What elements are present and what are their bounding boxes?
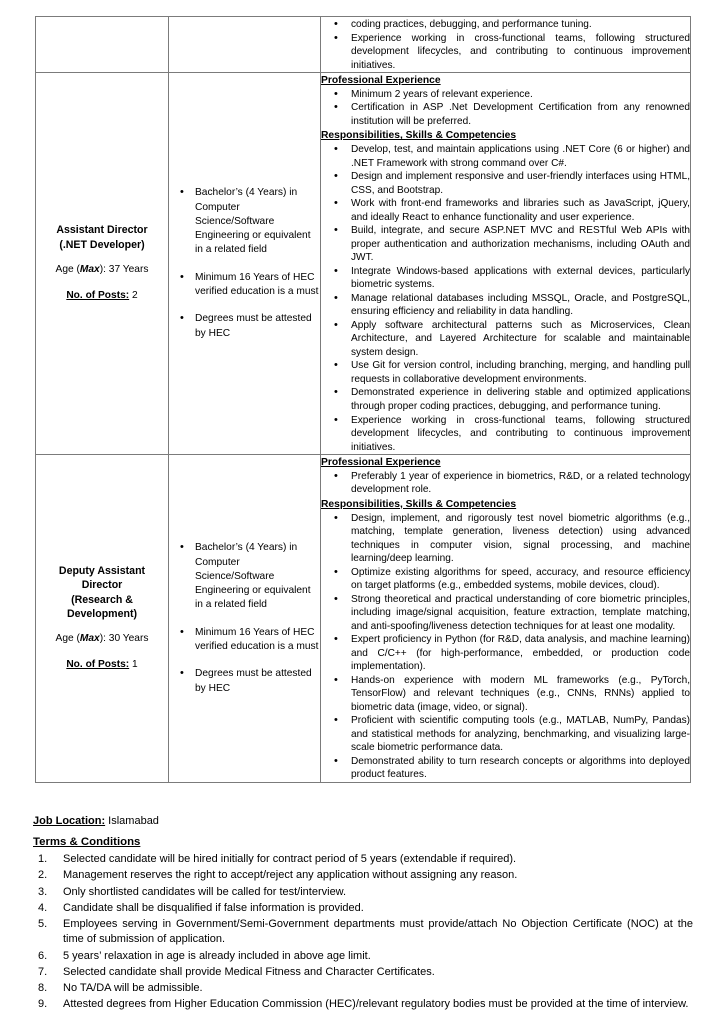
qualification-text: Degrees must be attested by HEC	[195, 668, 312, 694]
list-item	[351, 386, 690, 413]
list-item	[33, 965, 693, 981]
list-item	[33, 997, 693, 1013]
detail-bullet-list-responsibilities	[321, 512, 690, 782]
list-item	[351, 633, 690, 674]
term-text: Candidate shall be disqualified if false information is provided.	[63, 901, 364, 914]
age-prefix: Age (	[55, 633, 80, 645]
post-title-line4: Development)	[66, 608, 138, 621]
job-advertisement-table	[35, 16, 691, 783]
bullet-text: Apply software architectural patterns such as Microservices, Clean Architecture, and Layered Architecture for scalable and maintainable system design.	[351, 319, 690, 358]
qualification-text: Bachelor’s (4 Years) in Computer Science/Software Engineering or equivalent in a related field	[195, 187, 311, 256]
list-item	[33, 868, 693, 884]
list-item	[351, 292, 690, 319]
section-heading-professional-experience: Professional Experience	[321, 457, 441, 469]
detail-bullet-list	[321, 18, 690, 72]
footer-section	[33, 814, 693, 1013]
job-location-value: Islamabad	[108, 815, 159, 827]
job-location	[33, 814, 693, 829]
post-cell-empty	[36, 17, 169, 73]
table-row	[36, 17, 691, 73]
qualification-bullet-list	[169, 186, 320, 341]
post-title-line1: Deputy Assistant	[58, 565, 146, 578]
bullet-text: Demonstrated experience in delivering stable and optimized applications through proper coding practices, debugging, and performance tuning.	[351, 387, 690, 412]
post-title-line2: Director	[81, 579, 123, 592]
bullet-text: Certification in ASP .Net Development Certification from any renowned institution will be preferred.	[351, 102, 690, 127]
list-item	[351, 674, 690, 715]
qualification-cell-assistant-director	[169, 73, 321, 455]
terms-heading: Terms & Conditions	[33, 836, 141, 849]
bullet-text: Use Git for version control, including branching, merging, and handling pull requests in collaborative development environments.	[351, 360, 690, 385]
term-text: Employees serving in Government/Semi-Government departments must provide/attach No Objection Certificate (NOC) at the time of submission of application.	[63, 917, 693, 946]
bullet-text: Minimum 2 years of relevant experience.	[351, 88, 533, 100]
qualification-cell-deputy-assistant-director	[169, 455, 321, 783]
list-item	[33, 885, 693, 901]
list-item	[351, 101, 690, 128]
list-item	[351, 566, 690, 593]
bullet-text: Develop, test, and maintain applications using .NET Core (6 or higher) and .NET Framework with strong command over C#.	[351, 144, 690, 169]
bullet-text: Optimize existing algorithms for speed, accuracy, and resource efficiency on target platforms (e.g., embedded systems, mobile devices, cloud).	[351, 566, 690, 592]
post-number-of-posts	[36, 289, 168, 304]
term-text: Selected candidate shall provide Medical Fitness and Character Certificates.	[63, 965, 435, 978]
age-suffix: ): 37 Years	[99, 264, 149, 276]
list-item	[351, 414, 690, 455]
list-item	[351, 319, 690, 360]
detail-cell-assistant-director	[321, 73, 691, 455]
list-item	[195, 271, 320, 300]
post-age	[36, 632, 168, 647]
bullet-text: Proficient with scientific computing tools (e.g., MATLAB, NumPy, Pandas) and statistical methods for analyzing, benchmarking, and visualizing large-scale biometric performance data.	[351, 715, 690, 754]
posts-value: 2	[132, 289, 138, 301]
list-item	[351, 755, 690, 782]
bullet-text: Expert proficiency in Python (for R&D, data analysis, and machine learning) and C/C++ (for high-performance, embedded, or production code implementation).	[351, 634, 690, 673]
section-heading-responsibilities: Responsibilities, Skills & Competencies	[321, 130, 517, 142]
list-item	[195, 186, 320, 257]
detail-bullet-list-professional-experience	[321, 470, 690, 497]
post-age	[36, 263, 168, 278]
job-location-label: Job Location:	[33, 815, 106, 827]
list-item	[351, 359, 690, 386]
bullet-text: Hands-on experience with modern ML frameworks (e.g., PyTorch, TensorFlow) and relevant techniques (e.g., CNNs, RNNs) applied to biometric data (image, video, or signal).	[351, 674, 690, 713]
posts-value: 1	[132, 659, 138, 671]
post-title-line3: (Research &	[71, 593, 133, 606]
continued-text	[351, 18, 690, 32]
post-title-line2: (.NET Developer)	[59, 238, 145, 251]
qualification-text: Minimum 16 Years of HEC verified education is a must	[195, 626, 319, 652]
post-title	[36, 223, 168, 252]
table-row	[36, 73, 691, 455]
list-item	[33, 917, 693, 948]
posts-label: No. of Posts:	[66, 659, 130, 671]
list-item	[33, 852, 693, 868]
list-item	[351, 170, 690, 197]
qualification-bullet-list	[169, 541, 320, 696]
post-cell-deputy-assistant-director	[36, 455, 169, 783]
term-text: No TA/DA will be admissible.	[63, 981, 203, 994]
list-item	[351, 88, 690, 102]
term-text: Only shortlisted candidates will be called for test/interview.	[63, 885, 347, 898]
list-item	[351, 714, 690, 755]
list-item	[195, 667, 320, 696]
list-item	[351, 143, 690, 170]
bullet-text: Strong theoretical and practical understanding of core biometric principles, including image/signal acquisition, feature extraction, template matching, and anti-spoofing/liveness detection techniques for at least one modality.	[351, 593, 690, 632]
age-max-label: Max	[79, 633, 100, 645]
list-item	[195, 312, 320, 341]
list-item	[351, 224, 690, 265]
bullet-text: Preferably 1 year of experience in biometrics, R&D, or a related technology development role.	[351, 470, 690, 496]
list-item	[195, 626, 320, 655]
age-suffix: ): 30 Years	[99, 633, 149, 645]
terms-list	[33, 852, 693, 1012]
detail-bullet-list-professional-experience	[321, 88, 690, 129]
term-text: Attested degrees from Higher Education Commission (HEC)/relevant regulatory bodies must be provided at the time of interview.	[63, 997, 689, 1010]
list-item	[351, 197, 690, 224]
term-text: 5 years’ relaxation in age is already included in above age limit.	[63, 949, 371, 962]
qualification-text: Degrees must be attested by HEC	[195, 313, 312, 339]
list-item	[351, 32, 690, 73]
bullet-text: Experience working in cross-functional teams, following structured development lifecycles, and contributing to continuous improvement initiatives.	[351, 414, 690, 453]
list-item	[33, 901, 693, 917]
qualification-text: Bachelor’s (4 Years) in Computer Science/Software Engineering or equivalent in a related field	[195, 542, 311, 611]
bullet-text: Design, implement, and rigorously test novel biometric algorithms (e.g., matching, template generation, liveness detection) using advanced techniques in computer vision, signal processing, and machine learning/deep learning.	[351, 512, 690, 565]
bullet-text: Demonstrated ability to turn research concepts or algorithms into deployed product features.	[351, 755, 690, 781]
detail-bullet-list-responsibilities	[321, 143, 690, 454]
section-heading-professional-experience: Professional Experience	[321, 75, 441, 87]
list-item	[351, 512, 690, 566]
age-prefix: Age (	[55, 264, 80, 276]
post-cell-assistant-director	[36, 73, 169, 455]
list-item	[351, 593, 690, 634]
detail-cell-deputy-assistant-director	[321, 455, 691, 783]
age-max-label: Max	[79, 264, 100, 276]
section-heading-responsibilities: Responsibilities, Skills & Competencies	[321, 498, 517, 510]
list-item	[33, 949, 693, 965]
list-item	[351, 265, 690, 292]
term-text: Management reserves the right to accept/reject any application without assigning any reason.	[63, 869, 518, 882]
posts-label: No. of Posts:	[66, 289, 130, 301]
bullet-text: Manage relational databases including MSSQL, Oracle, and PostgreSQL, ensuring efficiency and reliability in data handling.	[351, 292, 690, 318]
term-text: Selected candidate will be hired initially for contract period of 5 years (extendable if required).	[63, 853, 517, 866]
list-item	[351, 470, 690, 497]
post-number-of-posts	[36, 658, 168, 673]
list-item	[195, 541, 320, 612]
bullet-text: Work with front-end frameworks and libraries such as JavaScript, jQuery, and ideally React to enhance functionality and user experience.	[351, 198, 690, 223]
bullet-text: Design and implement responsive and user-friendly interfaces using HTML, CSS, and Bootstrap.	[351, 171, 690, 196]
qualification-text: Minimum 16 Years of HEC verified education is a must	[195, 271, 319, 297]
qualification-cell-empty	[169, 17, 321, 73]
bullet-text: Experience working in cross-functional teams, following structured development lifecycles, and contributing to continuous improvement initiatives.	[351, 32, 690, 71]
bullet-text: Build, integrate, and secure ASP.NET MVC and RESTful Web APIs with proper authentication and authorization mechanisms, including OAuth and JWT.	[351, 225, 690, 264]
detail-cell-continued	[321, 17, 691, 73]
continued-text-label: coding practices, debugging, and performance tuning.	[351, 19, 592, 30]
post-title-line1: Assistant Director	[56, 224, 148, 237]
table-row	[36, 455, 691, 783]
bullet-text: Integrate Windows-based applications with external devices, particularly biometric systems.	[351, 265, 690, 291]
post-title	[36, 564, 168, 621]
list-item	[33, 981, 693, 997]
